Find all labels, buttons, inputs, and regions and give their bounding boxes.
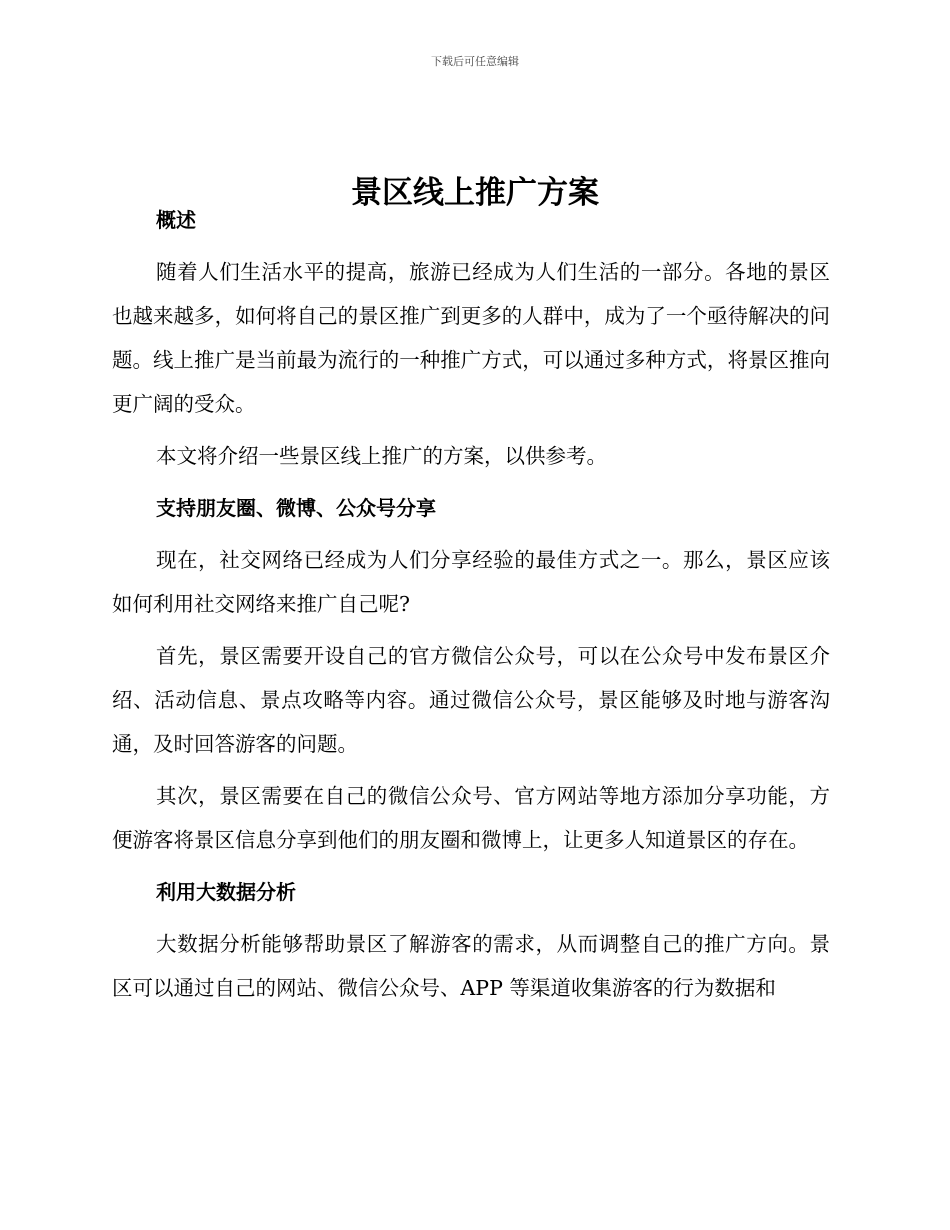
section-heading-big-data: 利用大数据分析 [156,880,296,904]
document-body [112,198,830,1010]
section-heading-overview: 概述 [156,208,196,232]
paragraph: 其次，景区需要在自己的微信公众号、官方网站等地方添加分享功能，方便游客将景区信息分享到他们的朋友圈和微博上，让更多人知道景区的存在。 [112,784,830,852]
paragraph: 现在，社交网络已经成为人们分享经验的最佳方式之一。那么，景区应该如何利用社交网络来推广自己呢? [112,548,830,616]
paragraph: 大数据分析能够帮助景区了解游客的需求，从而调整自己的推广方向。景区可以通过自己的网站、微信公众号、APP 等渠道收集游客的行为数据和 [112,932,830,1000]
paragraph: 本文将介绍一些景区线上推广的方案，以供参考。 [156,444,607,468]
section-heading-social-sharing: 支持朋友圈、微博、公众号分享 [156,496,436,520]
paragraph: 随着人们生活水平的提高，旅游已经成为人们生活的一部分。各地的景区也越来越多，如何将自己的景区推广到更多的人群中，成为了一个亟待解决的问题。线上推广是当前最为流行的一种推广方式，可以通过多种方式，将景区推向更广阔的受众。 [112,260,830,416]
page-header-note: 下载后可任意编辑 [431,55,519,68]
document-title: 景区线上推广方案 [351,174,599,211]
paragraph: 首先，景区需要开设自己的官方微信公众号，可以在公众号中发布景区介绍、活动信息、景点攻略等内容。通过微信公众号，景区能够及时地与游客沟通，及时回答游客的问题。 [112,644,830,756]
